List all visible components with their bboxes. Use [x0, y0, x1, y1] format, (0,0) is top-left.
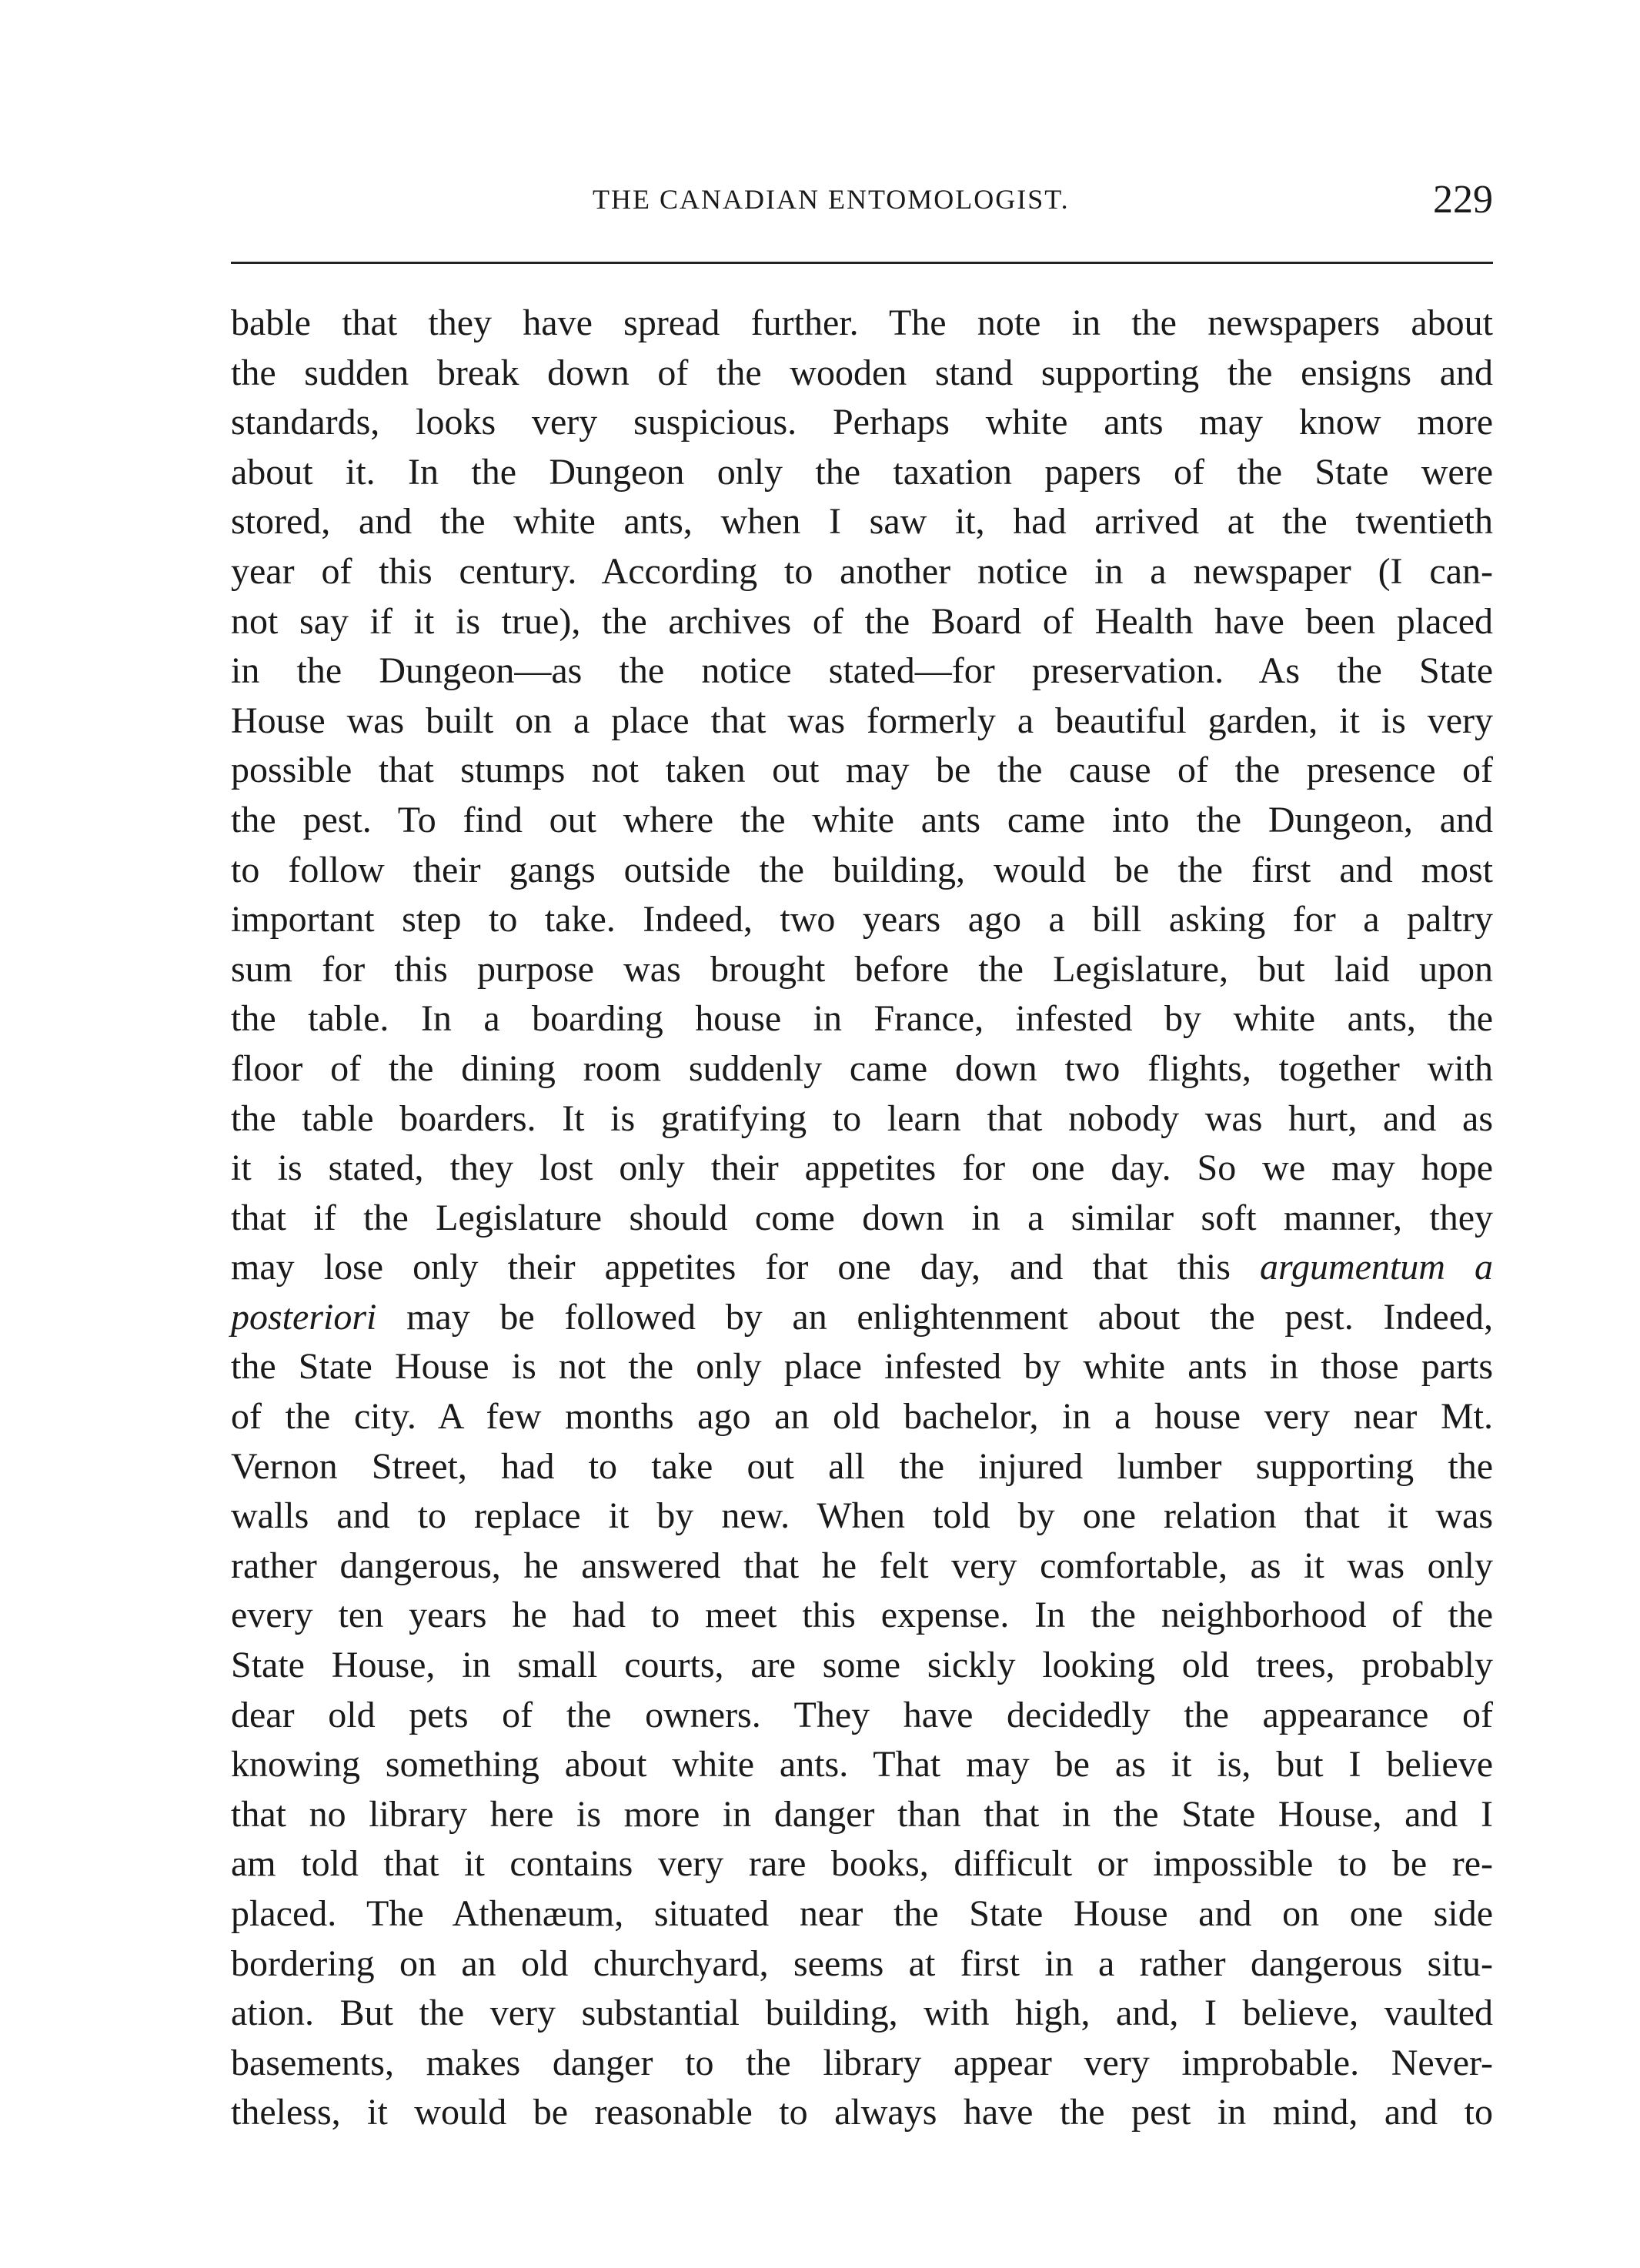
text-line: standards, looks very suspicious. Perhaps white ants may know more [231, 402, 1493, 443]
text-line: basements, makes danger to the library appear very improbable. Never- [231, 2042, 1493, 2083]
text-line: floor of the dining room suddenly came down two flights, together with [231, 1047, 1493, 1089]
text-line: knowing something about white ants. That may be as it is, but I believe [231, 1744, 1493, 1785]
italic-latin-word: posteriori [231, 1296, 377, 1338]
body-text [231, 299, 1493, 2138]
text-line: the pest. To find out where the white ants came into the Dungeon, and [231, 799, 1493, 840]
text-line: in the Dungeon—as the notice stated—for preservation. As the State [231, 650, 1493, 692]
text-line: bordering on an old churchyard, seems at first in a rather dangerous situ- [231, 1942, 1493, 1984]
text-line: walls and to replace it by new. When told by one relation that it was [231, 1495, 1493, 1537]
running-title: THE CANADIAN ENTOMOLOGIST. [593, 184, 1070, 215]
text-line-with-italic [231, 1243, 1493, 1293]
text-line: the table. In a boarding house in France, infested by white ants, the [231, 998, 1493, 1040]
text-line: the sudden break down of the wooden stand supporting the ensigns and [231, 352, 1493, 393]
text-line: it is stated, they lost only their appetites for one day. So we may hope [231, 1147, 1493, 1189]
text-line: House was built on a place that was formerly a beautiful garden, it is very [231, 700, 1493, 741]
text-line: not say if it is true), the archives of the Board of Health have been placed [231, 600, 1493, 642]
text-line: the table boarders. It is gratifying to learn that nobody was hurt, and as [231, 1097, 1493, 1139]
italic-latin-phrase: argumentum a [1260, 1247, 1494, 1288]
running-head [231, 178, 1493, 229]
page-number: 229 [1433, 178, 1493, 222]
line-segment: may be followed by an enlightenment about the pest. Indeed, [406, 1296, 1493, 1338]
text-line: placed. The Athenæum, situated near the State House and on one side [231, 1893, 1493, 1934]
text-line: State House, in small courts, are some sickly looking old trees, probably [231, 1645, 1493, 1686]
text-line: that no library here is more in danger than that in the State House, and I [231, 1793, 1493, 1835]
text-line: sum for this purpose was brought before the Legislature, but laid upon [231, 948, 1493, 990]
text-line: rather dangerous, he answered that he felt very comfortable, as it was only [231, 1545, 1493, 1586]
text-line: am told that it contains very rare books, difficult or impossible to be re- [231, 1843, 1493, 1885]
text-line: theless, it would be reasonable to always have the pest in mind, and to [231, 2092, 1493, 2133]
text-line: the State House is not the only place infested by white ants in those parts [231, 1346, 1493, 1388]
text-line: important step to take. Indeed, two years ago a bill asking for a paltry [231, 899, 1493, 940]
text-line: bable that they have spread further. The note in the newspapers about [231, 302, 1493, 343]
header-rule [231, 262, 1493, 264]
text-line: stored, and the white ants, when I saw it, had arrived at the twentieth [231, 501, 1493, 543]
text-line: year of this century. According to another notice in a newspaper (I can- [231, 550, 1493, 592]
text-line: that if the Legislature should come down in a similar soft manner, they [231, 1197, 1493, 1238]
text-line-with-italic [231, 1293, 1493, 1343]
text-line: ation. But the very substantial building, with high, and, I believe, vaulted [231, 1992, 1493, 2034]
line-segment: may lose only their appetites for one day, and that this [231, 1247, 1231, 1288]
text-line: to follow their gangs outside the building, would be the first and most [231, 849, 1493, 890]
text-line: possible that stumps not taken out may be the cause of the presence of [231, 750, 1493, 791]
text-line: every ten years he had to meet this expense. In the neighborhood of the [231, 1595, 1493, 1636]
text-line: Vernon Street, had to take out all the injured lumber supporting the [231, 1445, 1493, 1487]
text-line: about it. In the Dungeon only the taxation papers of the State were [231, 451, 1493, 493]
text-line: dear old pets of the owners. They have decidedly the appearance of [231, 1694, 1493, 1735]
text-line: of the city. A few months ago an old bachelor, in a house very near Mt. [231, 1396, 1493, 1438]
